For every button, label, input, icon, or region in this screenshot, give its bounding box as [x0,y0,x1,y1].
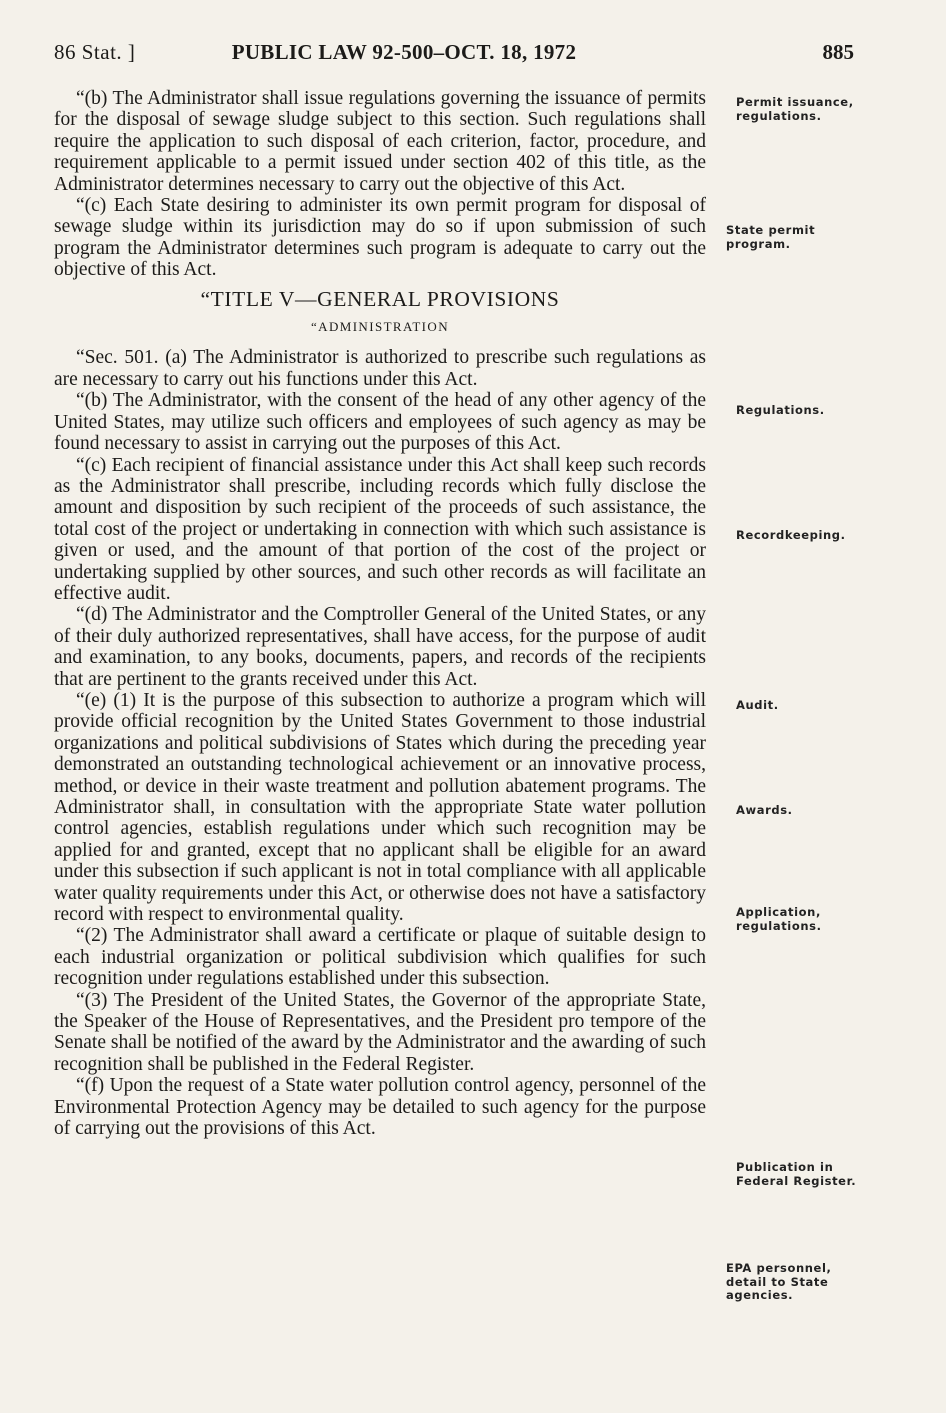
paragraph-state-permit-program: “(c) Each State desiring to administer its own permit program for disposal of sewage sludge within its jurisdiction may do so if upon submission of such program the Administrator determines such program is adequate to carry out the objective of this Act. [54,195,706,281]
paragraph-sludge-regulations: “(b) The Administrator shall issue regulations governing the issuance of permits for the disposal of sewage sludge subject to this section. Such regulations shall require the application to such disposal of each criterion, factor, procedure, and requirement applicable to a permit issued under section 402 of this title, as the Administrator determines necessary to carry out the objective of this Act. [54,88,706,195]
margin-note-epa-personnel: EPA personnel, detail to State agencies. [726,1261,832,1302]
paragraph-sec-501-b: “(b) The Administrator, with the consent of the head of any other agency of the United States, may utilize such officers and employees of such agency as may be found necessary to assist in carrying out the purposes of this Act. [54,390,706,455]
margin-note-publication: Publication in Federal Register. [736,1160,857,1188]
paragraph-sec-501-e1: “(e) (1) It is the purpose of this subsection to authorize a program which will provide official recognition by the United States Government to those industrial organizations and political subdivisions of States which during the preceding year demonstrated an outstanding technological achievement or an innovative process, method, or device in their waste treatment and pollution abatement programs. The Administrator shall, in consultation with the appropriate State water pollution control agencies, establish regulations under which such recognition may be applied for and granted, except that no applicant shall be eligible for an award under this subsection if such applicant is not in total compliance with all applicable water quality requirements under this Act, or otherwise does not have a satisfactory record with respect to environmental quality. [54,689,706,926]
title-heading: “TITLE V—GENERAL PROVISIONS [200,286,560,311]
paragraph-sec-501-c: “(c) Each recipient of financial assistance under this Act shall keep such records as the Administrator shall prescribe, including records which fully disclose the amount and disposition by such recipient of the proceeds of such assistance, the total cost of the project or undertaking in connection with which such assistance is given or used, and the amount of that portion of the cost of the project or undertaking supplied by other sources, and such other records as will facilitate an effective audit. [54,454,706,604]
statute-volume: 86 Stat. ] [54,40,136,64]
margin-note-audit: Audit. [736,698,779,712]
paragraph-sec-501-d: “(d) The Administrator and the Comptroller General of the United States, or any of their duly authorized representatives, shall have access, for the purpose of audit and examination, to any books, documents, papers, and records of the recipients that are pertinent to the grants received under this Act. [54,604,706,690]
paragraph-sec-501-a: “Sec. 501. (a) The Administrator is authorized to prescribe such regulations as are necessary to carry out his functions under this Act. [54,347,706,390]
margin-note-recordkeeping: Recordkeeping. [736,528,846,542]
document-body [54,88,706,1140]
page-number: 885 [822,40,854,64]
page-title: PUBLIC LAW 92-500–OCT. 18, 1972 [231,40,577,64]
margin-note-awards: Awards. [736,803,793,817]
page-header [54,40,854,68]
section-subheading: “ADMINISTRATION [311,319,449,335]
paragraph-sec-501-e3: “(3) The President of the United States, the Governor of the appropriate State, the Speaker of the House of Representatives, and the President pro tempore of the Senate shall be notified of the award by the Administrator and the awarding of such recognition shall be published in the Federal Register. [54,989,706,1075]
margin-note-permit-issuance: Permit issuance, regulations. [736,95,854,123]
margin-note-regulations: Regulations. [736,403,825,417]
paragraph-sec-501-e2: “(2) The Administrator shall award a certificate or plaque of suitable design to each industrial organization or political subdivision which qualifies for such recognition under regulations established under this subsection. [54,925,706,990]
paragraph-sec-501-f: “(f) Upon the request of a State water pollution control agency, personnel of the Environmental Protection Agency may be detailed to such agency for the purpose of carrying out the provisions of this Act. [54,1075,706,1140]
margin-note-application: Application, regulations. [736,905,822,933]
margin-note-state-permit: State permit program. [726,223,816,251]
